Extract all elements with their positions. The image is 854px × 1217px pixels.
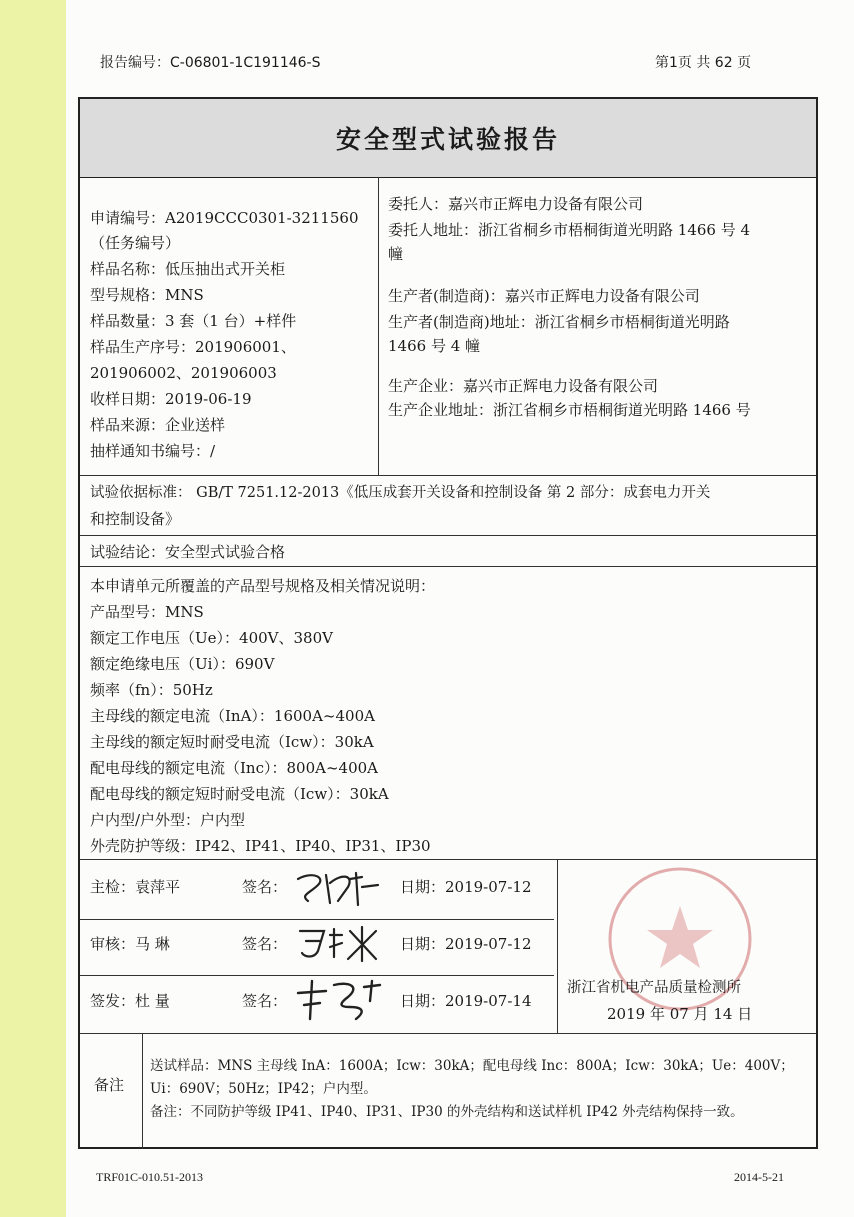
column-divider <box>378 177 379 475</box>
form-version-date: 2014-5-21 <box>734 1170 784 1184</box>
scope-heading: 本申请单元所覆盖的产品型号规格及相关情况说明： <box>90 577 436 595</box>
client-address: 委托人地址：浙江省桐乡市梧桐街道光明路 1466 号 4 <box>388 221 751 239</box>
page-indicator: 第1页 共 62 页 <box>655 55 752 71</box>
signature-label: 签名： <box>242 992 288 1010</box>
handwritten-signature <box>290 977 390 1025</box>
page-edge-strip <box>0 0 66 1217</box>
institute-date: 2019 年 07 月 14 日 <box>607 1005 753 1023</box>
inspection-date: 日期：2019-07-12 <box>400 878 532 896</box>
remarks-line: 备注：不同防护等级 IP41、IP40、IP31、IP30 的外壳结构和送试样机 IP42 外壳结构保持一致。 <box>150 1104 744 1120</box>
chief-inspector: 主检：袁萍平 <box>90 878 181 896</box>
divider <box>80 566 816 567</box>
factory-address: 生产企业地址：浙江省桐乡市梧桐街道光明路 1466 号 <box>388 401 751 419</box>
application-no: 申请编号：A2019CCC0301-3211560 <box>90 209 359 227</box>
sampling-notice-no: 抽样通知书编号：/ <box>90 442 216 460</box>
producer: 生产者(制造商)：嘉兴市正辉电力设备有限公司 <box>388 287 700 305</box>
review-date: 日期：2019-07-12 <box>400 935 532 953</box>
divider <box>80 535 816 536</box>
scope-item: 配电母线的额定电流（Inc）：800A~400A <box>90 759 378 777</box>
scope-item: 户内型/户外型：户内型 <box>90 811 246 829</box>
divider <box>80 859 816 860</box>
remarks-label: 备注 <box>94 1076 125 1094</box>
sample-source: 样品来源：企业送样 <box>90 416 226 434</box>
scope-item: 额定绝缘电压（Ui）：690V <box>90 655 275 673</box>
signature-label: 签名： <box>242 878 288 896</box>
approver: 签发：杜 量 <box>90 992 170 1010</box>
remarks-line: Ui：690V；50Hz；IP42；户内型。 <box>150 1081 377 1097</box>
divider <box>80 975 554 976</box>
model-spec: 型号规格：MNS <box>90 286 204 304</box>
producer-address: 生产者(制造商)地址：浙江省桐乡市梧桐街道光明路 <box>388 313 730 331</box>
handwritten-signature <box>290 865 390 909</box>
handwritten-signature <box>290 921 390 965</box>
producer-address-cont: 1466 号 4 幢 <box>388 337 481 355</box>
report-title: 安全型式试验报告 <box>80 99 816 178</box>
scope-item: 外壳防护等级：IP42、IP41、IP40、IP31、IP30 <box>90 837 431 855</box>
receipt-date: 收样日期：2019-06-19 <box>90 390 252 408</box>
test-conclusion: 试验结论：安全型式试验合格 <box>90 543 286 561</box>
factory: 生产企业：嘉兴市正辉电力设备有限公司 <box>388 377 659 395</box>
remarks-line: 送试样品：MNS 主母线 InA：1600A；Icw：30kA；配电母线 Inc：800A；Icw：30kA；Ue：400V； <box>150 1058 794 1074</box>
divider <box>80 1033 816 1034</box>
reviewer: 审核：马 琳 <box>90 935 170 953</box>
column-divider <box>142 1033 143 1149</box>
scope-item: 频率（fn）：50Hz <box>90 681 213 699</box>
divider <box>80 475 816 476</box>
client-address-cont: 幢 <box>388 245 404 263</box>
sample-serial: 样品生产序号：201906001、 <box>90 338 296 356</box>
form-number: TRF01C-010.51-2013 <box>96 1170 204 1184</box>
client: 委托人：嘉兴市正辉电力设备有限公司 <box>388 195 644 213</box>
report-number: 报告编号：C-06801-1C191146-S <box>100 55 321 71</box>
test-standard-cont: 和控制设备》 <box>90 510 181 528</box>
sample-name: 样品名称：低压抽出式开关柜 <box>90 260 286 278</box>
testing-institute: 浙江省机电产品质量检测所 <box>567 980 741 996</box>
signature-label: 签名： <box>242 935 288 953</box>
scope-item: 产品型号：MNS <box>90 603 204 621</box>
scope-item: 额定工作电压（Ue）：400V、380V <box>90 629 333 647</box>
report-frame <box>78 97 818 1149</box>
task-no-label: （任务编号） <box>90 234 181 252</box>
divider <box>80 919 554 920</box>
test-standard: 试验依据标准： GB/T 7251.12-2013《低压成套开关设备和控制设备 第 2 部分：成套电力开关 <box>90 485 711 501</box>
sample-quantity: 样品数量：3 套（1 台）+样件 <box>90 312 297 330</box>
scope-item: 主母线的额定电流（InA）：1600A~400A <box>90 707 375 725</box>
column-divider <box>557 859 558 1033</box>
scope-item: 主母线的额定短时耐受电流（Icw）：30kA <box>90 733 374 751</box>
sample-serial-cont: 201906002、201906003 <box>90 364 277 382</box>
scope-item: 配电母线的额定短时耐受电流（Icw）：30kA <box>90 785 389 803</box>
issue-date: 日期：2019-07-14 <box>400 992 532 1010</box>
